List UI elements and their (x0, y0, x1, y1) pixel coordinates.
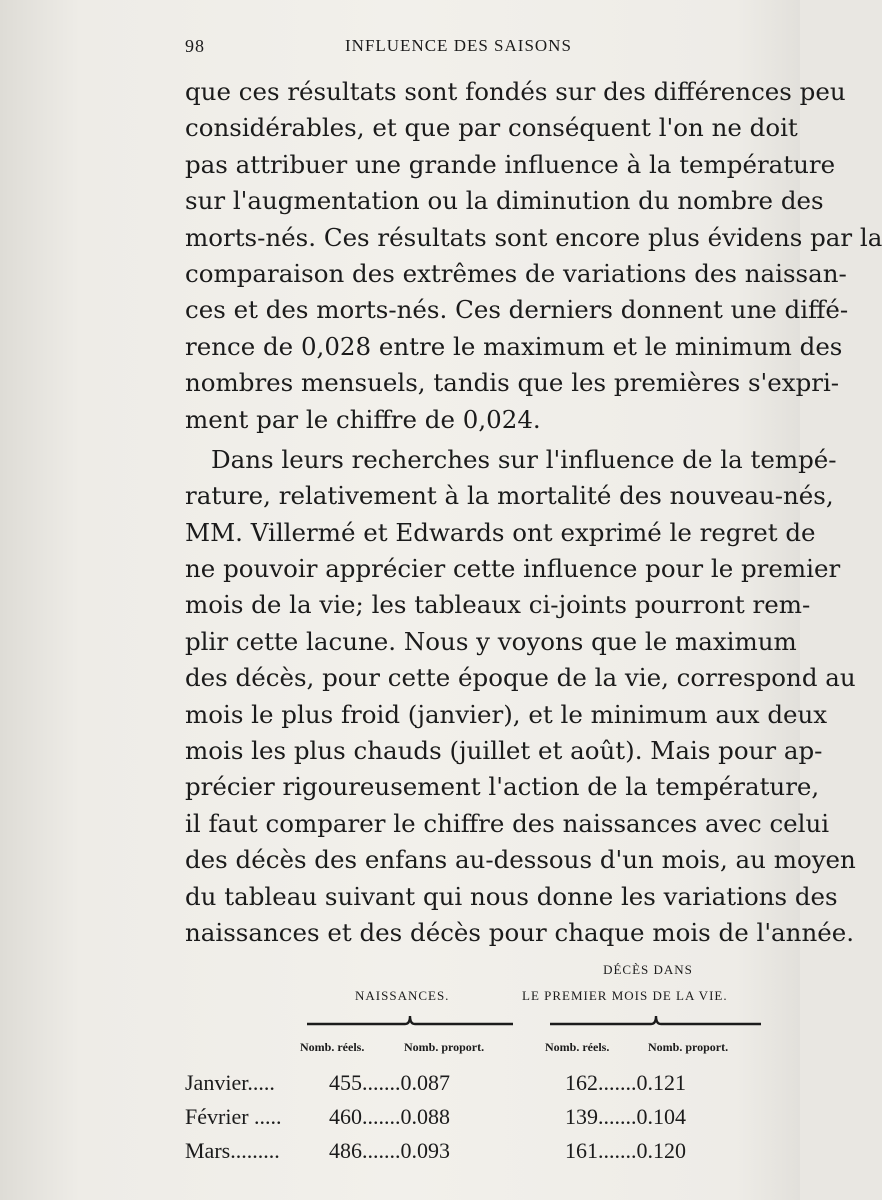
page-number: 98 (185, 36, 205, 56)
text-line: Dans leurs recherches sur l'influence de la tempé- (211, 444, 837, 474)
running-title: INFLUENCE DES SAISONS (345, 36, 572, 55)
births-sub-reels: Nomb. réels. (300, 1040, 365, 1054)
text-line: pas attribuer une grande influence à la température (185, 149, 836, 179)
births-cell: 455.......0.087 (329, 1070, 450, 1095)
deaths-cell: 162.......0.121 (565, 1070, 686, 1095)
births-cell: 460.......0.088 (329, 1104, 450, 1129)
text-line: des décès des enfans au-dessous d'un mois, au moyen (185, 845, 856, 875)
text-line: mois de la vie; les tableaux ci-joints pourront rem- (185, 590, 811, 620)
text-line: naissances et des décès pour chaque mois de l'année. (185, 917, 855, 947)
births-cell: 486.......0.093 (329, 1138, 450, 1163)
deaths-brace-rule (548, 1012, 763, 1032)
deaths-cell: 161.......0.120 (565, 1138, 686, 1163)
text-line: rence de 0,028 entre le maximum et le minimum des (185, 331, 843, 361)
table-row (185, 1138, 765, 1174)
text-line: rature, relativement à la mortalité des nouveau-nés, (185, 481, 834, 511)
text-line: mois le plus froid (janvier), et le minimum aux deux (185, 699, 828, 729)
text-line: mois les plus chauds (juillet et août). Mais pour ap- (185, 736, 823, 766)
table-row (185, 1104, 765, 1140)
text-line: ne pouvoir apprécier cette influence pour le premier (185, 554, 841, 584)
text-line: ces et des morts-nés. Ces derniers donnent une diffé- (185, 295, 849, 325)
page-header (185, 36, 765, 66)
table-row (185, 1070, 765, 1106)
text-line: il faut comparer le chiffre des naissances avec celui (185, 808, 830, 838)
deaths-cell: 139.......0.104 (565, 1104, 686, 1129)
month-cell: Février ..... (185, 1104, 282, 1129)
month-cell: Mars......... (185, 1138, 280, 1163)
text-line: morts-nés. Ces résultats sont encore plus évidens par la (185, 222, 882, 252)
text-line: des décès, pour cette époque de la vie, correspond au (185, 663, 856, 693)
text-line: plir cette lacune. Nous y voyons que le maximum (185, 626, 797, 656)
month-cell: Janvier..... (185, 1070, 275, 1095)
text-line: précier rigoureusement l'action de la température, (185, 772, 820, 802)
text-line: ment par le chiffre de 0,024. (185, 404, 541, 434)
deaths-sub-reels: Nomb. réels. (545, 1040, 610, 1054)
births-sub-proport: Nomb. proport. (404, 1040, 485, 1054)
births-header: NAISSANCES. (355, 988, 450, 1003)
text-line: sur l'augmentation ou la diminution du nombre des (185, 186, 824, 216)
text-line: du tableau suivant qui nous donne les variations des (185, 881, 838, 911)
body-text (185, 74, 882, 951)
text-line: comparaison des extrêmes de variations des naissan- (185, 258, 847, 288)
deaths-sub-proport: Nomb. proport. (648, 1040, 729, 1054)
deaths-header-line2: LE PREMIER MOIS DE LA VIE. (522, 988, 728, 1003)
text-line: considérables, et que par conséquent l'on ne doit (185, 113, 798, 143)
births-brace-rule (305, 1012, 515, 1032)
deaths-header-line1: DÉCÈS DANS (603, 962, 693, 977)
text-line: que ces résultats sont fondés sur des différences peu (185, 77, 846, 106)
text-line: nombres mensuels, tandis que les premières s'expri- (185, 368, 840, 398)
text-line: MM. Villermé et Edwards ont exprimé le regret de (185, 517, 816, 547)
